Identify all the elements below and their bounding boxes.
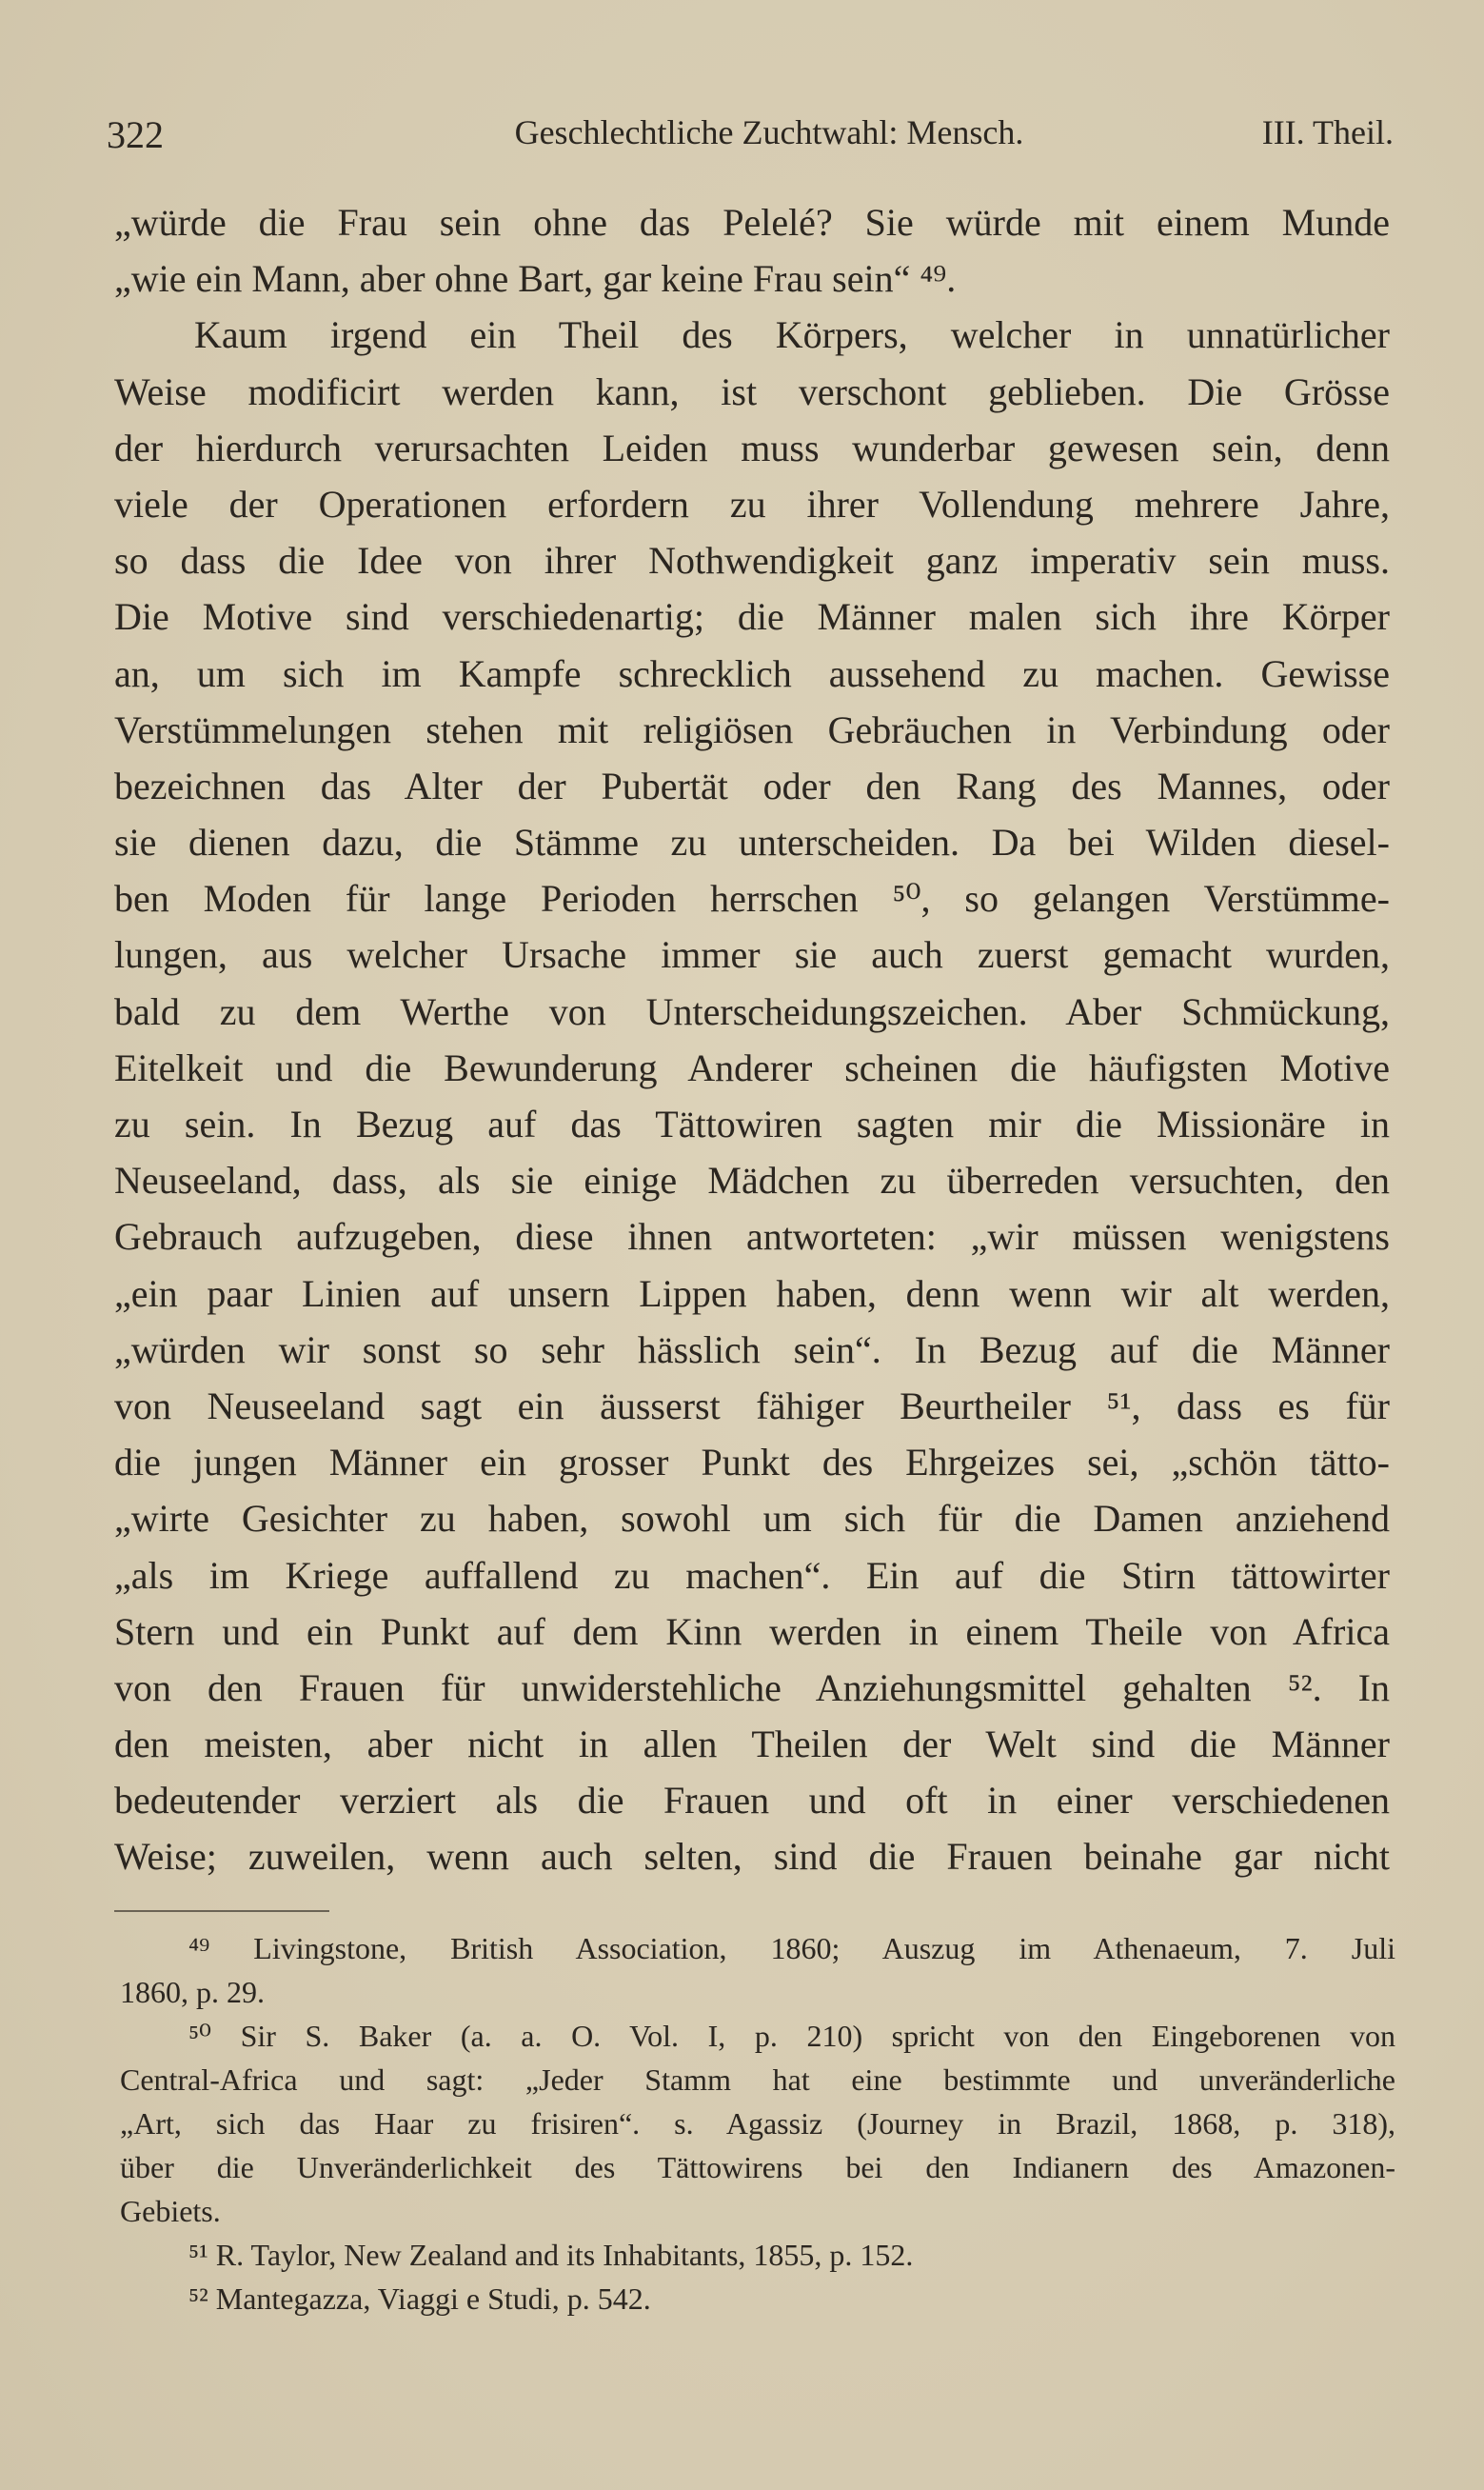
footnote-50-line: ⁵⁰ Sir S. Baker (a. a. O. Vol. I, p. 210) spricht von den Eingeborenen von xyxy=(188,2019,1395,2053)
text-line: „wirte Gesichter zu haben, sowohl um sich für die Damen anziehend xyxy=(114,1497,1390,1541)
text-line: so dass die Idee von ihrer Nothwendigkeit ganz imperativ sein muss. xyxy=(114,539,1390,583)
text-line: viele der Operationen erfordern zu ihrer Vollendung mehrere Jahre, xyxy=(114,482,1390,526)
footnote-49-line: 1860, p. 29. xyxy=(120,1975,265,2009)
text-line: bezeichnen das Alter der Pubertät oder den Rang des Mannes, oder xyxy=(114,764,1390,807)
footnote-52: ⁵² Mantegazza, Viaggi e Studi, p. 542. xyxy=(188,2281,651,2316)
text-line: „ein paar Linien auf unsern Lippen haben, denn wenn wir alt werden, xyxy=(114,1271,1390,1315)
text-line: bedeutender verziert als die Frauen und oft in einer verschiedenen xyxy=(114,1779,1390,1823)
text-line: ben Moden für lange Perioden herrschen ⁵⁰, so gelangen Verstümme- xyxy=(114,877,1390,921)
text-line: „als im Kriege auffallend zu machen“. Ein auf die Stirn tättowirter xyxy=(114,1553,1390,1597)
footnote-separator xyxy=(114,1910,329,1912)
text-line: „würde die Frau sein ohne das Pelelé? Sie würde mit einem Munde xyxy=(114,201,1390,244)
text-line: Neuseeland, dass, als sie einige Mädchen zu überreden versuchten, den xyxy=(114,1159,1390,1203)
footnote-50-line: „Art, sich das Haar zu frisiren“. s. Agassiz (Journey in Brazil, 1868, p. 318), xyxy=(120,2106,1395,2141)
text-line: Eitelkeit und die Bewunderung Anderer scheinen die häufigsten Motive xyxy=(114,1046,1390,1089)
text-line: Weise modificirt werden kann, ist verschont geblieben. Die Grösse xyxy=(114,369,1390,413)
footnote-50-line: Central-Africa und sagt: „Jeder Stamm hat eine bestimmte und unveränderliche xyxy=(120,2062,1395,2097)
text-line: Die Motive sind verschiedenartig; die Männer malen sich ihre Körper xyxy=(114,595,1390,639)
footnotes xyxy=(120,1926,1395,2321)
page-number: 322 xyxy=(107,113,164,156)
text-line: Kaum irgend ein Theil des Körpers, welcher in unnatürlicher xyxy=(194,313,1390,357)
text-line: von den Frauen für unwiderstehliche Anziehungsmittel gehalten ⁵². In xyxy=(114,1665,1390,1709)
text-line: den meisten, aber nicht in allen Theilen der Welt sind die Männer xyxy=(114,1723,1390,1766)
footnote-50-line: Gebiets. xyxy=(120,2194,221,2228)
text-line: Verstümmelungen stehen mit religiösen Gebräuchen in Verbindung oder xyxy=(114,707,1390,751)
text-line: Weise; zuweilen, wenn auch selten, sind die Frauen beinahe gar nicht xyxy=(114,1835,1390,1879)
footnote-51: ⁵¹ R. Taylor, New Zealand and its Inhabitants, 1855, p. 152. xyxy=(188,2238,914,2272)
text-line: von Neuseeland sagt ein äusserst fähiger Beurtheiler ⁵¹, dass es für xyxy=(114,1384,1390,1427)
text-line: Gebrauch aufzugeben, diese ihnen antworteten: „wir müssen wenigstens xyxy=(114,1215,1390,1259)
page-header xyxy=(107,112,1394,160)
text-line: „wie ein Mann, aber ohne Bart, gar keine Frau sein“ ⁴⁹. xyxy=(114,257,957,301)
text-line: „würden wir sonst so sehr hässlich sein“. In Bezug auf die Männer xyxy=(114,1327,1390,1371)
text-line: lungen, aus welcher Ursache immer sie auch zuerst gemacht wurden, xyxy=(114,933,1390,977)
text-line: zu sein. In Bezug auf das Tättowiren sagten mir die Missionäre in xyxy=(114,1103,1390,1145)
footnote-49-line: ⁴⁹ Livingstone, British Association, 1860; Auszug im Athenaeum, 7. Juli xyxy=(188,1931,1395,1965)
running-title: Geschlechtliche Zuchtwahl: Mensch. xyxy=(514,113,1024,151)
text-line: bald zu dem Werthe von Unterscheidungszeichen. Aber Schmückung, xyxy=(114,989,1390,1033)
text-line: die jungen Männer ein grosser Punkt des Ehrgeizes sei, „schön tätto- xyxy=(114,1441,1390,1484)
text-line: der hierdurch verursachten Leiden muss wunderbar gewesen sein, denn xyxy=(114,426,1390,469)
footnote-50-line: über die Unveränderlichkeit des Tättowirens bei den Indianern des Amazonen- xyxy=(120,2150,1395,2184)
text-line: sie dienen dazu, die Stämme zu unterscheiden. Da bei Wilden diesel- xyxy=(114,821,1390,865)
body-text xyxy=(114,194,1390,1885)
text-line: Stern und ein Punkt auf dem Kinn werden in einem Theile von Africa xyxy=(114,1609,1390,1653)
part-label: III. Theil. xyxy=(1261,113,1394,151)
text-line: an, um sich im Kampfe schrecklich aussehend zu machen. Gewisse xyxy=(114,651,1390,695)
